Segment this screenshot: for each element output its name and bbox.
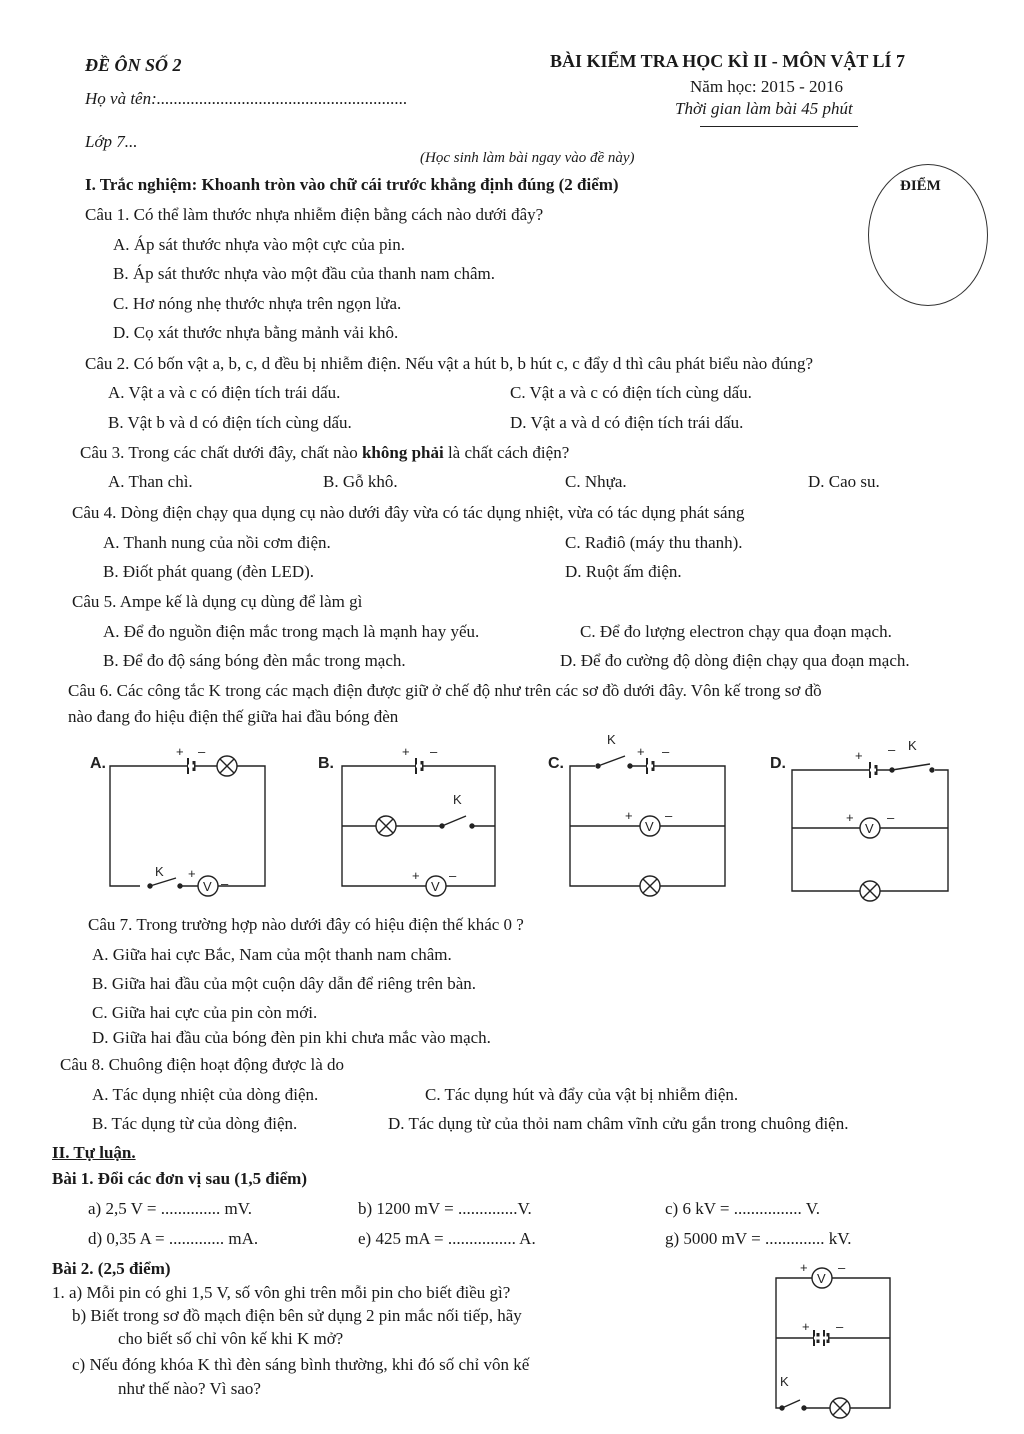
diagram-b-v-plus: +: [412, 868, 420, 883]
diagram-a-k: K: [155, 864, 164, 879]
q3-option-b: B. Gỗ khô.: [323, 472, 398, 491]
score-label: ĐIỂM: [900, 178, 941, 194]
bai2-line4: c) Nếu đóng khóa K thì đèn sáng bình thường, khi đó số chỉ vôn kế: [72, 1355, 530, 1374]
q4-option-d: D. Ruột ấm điện.: [565, 562, 682, 581]
q8-option-a: A. Tác dụng nhiệt của dòng điện.: [92, 1085, 319, 1104]
diagram-d-k: K: [908, 738, 917, 753]
diagram-c-label: C.: [548, 755, 564, 772]
bai1-c: c) 6 kV = ................ V.: [665, 1199, 821, 1218]
q4-option-a: A. Thanh nung của nồi cơm điện.: [103, 533, 331, 552]
q3-prompt: Câu 3. Trong các chất dưới đây, chất nào không phải là chất cách điện?: [80, 443, 570, 462]
bai2-line3: cho biết số chỉ vôn kế khi K mở?: [118, 1329, 344, 1348]
diagram-c-v-plus: +: [625, 808, 633, 823]
q2-option-a: A. Vật a và c có điện tích trái dấu.: [108, 383, 341, 402]
diagram-a-v: V: [203, 879, 212, 894]
diagram-d-plus: +: [855, 748, 863, 763]
header-rule: [700, 126, 858, 127]
diagram-b-plus: +: [402, 744, 410, 759]
diagram-d-label: D.: [770, 755, 786, 772]
q2-prompt: Câu 2. Có bốn vật a, b, c, d đều bị nhiễm điện. Nếu vật a hút b, b hút c, c đẩy d thì câu phát biểu nào đúng?: [85, 354, 813, 373]
q5-option-b: B. Để đo độ sáng bóng đèn mắc trong mạch.: [103, 651, 406, 670]
q4-option-c: C. Rađiô (máy thu thanh).: [565, 533, 743, 552]
instruction: (Học sinh làm bài ngay vào đề này): [420, 150, 635, 166]
diagram-a-v-minus: –: [221, 876, 229, 891]
q5-option-a: A. Để đo nguồn điện mắc trong mạch là mạnh hay yếu.: [103, 622, 480, 641]
diagram-b-label: B.: [318, 755, 334, 772]
diagram-a-v-plus: +: [188, 866, 196, 881]
diagram-d-v-plus: +: [846, 810, 854, 825]
q7-prompt: Câu 7. Trong trường hợp nào dưới đây có hiệu điện thế khác 0 ?: [88, 915, 524, 934]
bai1-g: g) 5000 mV = .............. kV.: [665, 1229, 852, 1248]
bai2-battery-plus: +: [802, 1319, 810, 1334]
q4-prompt: Câu 4. Dòng điện chạy qua dụng cụ nào dưới đây vừa có tác dụng nhiệt, vừa có tác dụng phát sáng: [72, 503, 745, 522]
exam-title: BÀI KIỂM TRA HỌC KÌ II - MÔN VẬT LÍ 7: [550, 51, 906, 71]
q6-circuit-diagrams: [80, 728, 1010, 918]
part1-title: I. Trắc nghiệm: Khoanh tròn vào chữ cái trước khẳng định đúng (2 điểm): [85, 175, 619, 194]
q8-option-d: D. Tác dụng từ của thỏi nam châm vĩnh cửu gắn trong chuông điện.: [388, 1114, 849, 1133]
q8-option-b: B. Tác dụng từ của dòng điện.: [92, 1114, 298, 1133]
diagram-c-plus: +: [637, 744, 645, 759]
bai2-line5: như thế nào? Vì sao?: [118, 1379, 261, 1398]
q3-option-a: A. Than chì.: [108, 472, 193, 491]
class-label: Lớp 7...: [85, 132, 138, 151]
bai1-title: Bài 1. Đổi các đơn vị sau (1,5 điểm): [52, 1169, 307, 1188]
diagram-d-v-minus: –: [887, 810, 895, 825]
diagram-c-minus: –: [662, 744, 670, 759]
q5-option-d: D. Để đo cường độ dòng điện chạy qua đoạn mạch.: [560, 651, 910, 670]
bai1-b: b) 1200 mV = ..............V.: [358, 1199, 532, 1218]
diagram-a-label: A.: [90, 755, 106, 772]
q7-option-a: A. Giữa hai cực Bắc, Nam của một thanh nam châm.: [92, 945, 452, 964]
diagram-b-v: V: [431, 879, 440, 894]
student-name-field: Họ và tên:...........................................................: [85, 89, 408, 108]
bai2-circuit: [760, 1258, 920, 1430]
bai1-d: d) 0,35 A = ............. mA.: [88, 1229, 259, 1248]
q4-option-b: B. Điốt phát quang (đèn LED).: [103, 562, 315, 581]
q7-option-d: D. Giữa hai đầu của bóng đèn pin khi chưa mắc vào mạch.: [92, 1028, 491, 1047]
diagram-c-v: V: [645, 819, 654, 834]
bai2-battery-minus: –: [836, 1319, 844, 1334]
part2-title: II. Tự luận.: [52, 1143, 136, 1162]
q5-option-c: C. Để đo lượng electron chạy qua đoạn mạch.: [580, 622, 892, 641]
q6-prompt-line1: Câu 6. Các công tắc K trong các mạch điện được giữ ở chế độ như trên các sơ đồ dưới đây. Vôn kế trong sơ đồ: [68, 681, 822, 700]
diagram-c-v-minus: –: [665, 808, 673, 823]
diagram-a-plus: +: [176, 744, 184, 759]
diagram-a-minus: –: [198, 744, 206, 759]
diagram-b-k: K: [453, 792, 462, 807]
bai2-line2: b) Biết trong sơ đồ mạch điện bên sử dụng 2 pin mắc nối tiếp, hãy: [72, 1306, 522, 1325]
diagram-d-v: V: [865, 821, 874, 836]
diagram-b-minus: –: [430, 744, 438, 759]
bai2-v-minus: –: [838, 1260, 846, 1275]
diagram-c-k: K: [607, 732, 616, 747]
q2-option-d: D. Vật a và d có điện tích trái dấu.: [510, 413, 744, 432]
diagram-d-minus: –: [888, 742, 896, 757]
exam-label: ĐỀ ÔN SỐ 2: [85, 55, 182, 75]
q7-option-b: B. Giữa hai đầu của một cuộn dây dẫn để riêng trên bàn.: [92, 974, 477, 993]
diagram-b-v-minus: –: [449, 868, 457, 883]
bai2-k: K: [780, 1374, 789, 1389]
bai2-line1: 1. a) Mỗi pin có ghi 1,5 V, số vôn ghi trên mỗi pin cho biết điều gì?: [52, 1283, 511, 1302]
q3-option-c: C. Nhựa.: [565, 472, 627, 491]
q2-option-c: C. Vật a và c có điện tích cùng dấu.: [510, 383, 752, 402]
q1-option-b: B. Áp sát thước nhựa vào một đầu của thanh nam châm.: [113, 264, 495, 283]
exam-duration: Thời gian làm bài 45 phút: [675, 99, 853, 118]
q8-option-c: C. Tác dụng hút và đẩy của vật bị nhiễm điện.: [425, 1085, 739, 1104]
q8-prompt: Câu 8. Chuông điện hoạt động được là do: [60, 1055, 345, 1074]
bai1-e: e) 425 mA = ................ A.: [358, 1229, 536, 1248]
q1-option-a: A. Áp sát thước nhựa vào một cực của pin.: [113, 235, 406, 254]
q2-option-b: B. Vật b và d có điện tích cùng dấu.: [108, 413, 352, 432]
q3-option-d: D. Cao su.: [808, 472, 880, 491]
q1-option-d: D. Cọ xát thước nhựa bằng mảnh vải khô.: [113, 323, 399, 342]
bai2-v-plus: +: [800, 1260, 808, 1275]
bai1-a: a) 2,5 V = .............. mV.: [88, 1199, 253, 1218]
q7-option-c: C. Giữa hai cực của pin còn mới.: [92, 1003, 318, 1022]
q1-prompt: Câu 1. Có thể làm thước nhựa nhiễm điện bằng cách nào dưới đây?: [85, 205, 544, 224]
q6-prompt-line2: nào đang đo hiệu điện thế giữa hai đầu bóng đèn: [68, 707, 399, 726]
bai2-v: V: [817, 1271, 826, 1286]
school-year: Năm học: 2015 - 2016: [690, 77, 843, 96]
q5-prompt: Câu 5. Ampe kế là dụng cụ dùng để làm gì: [72, 592, 363, 611]
bai2-title: Bài 2. (2,5 điểm): [52, 1259, 171, 1278]
q1-option-c: C. Hơ nóng nhẹ thước nhựa trên ngọn lửa.: [113, 294, 402, 313]
